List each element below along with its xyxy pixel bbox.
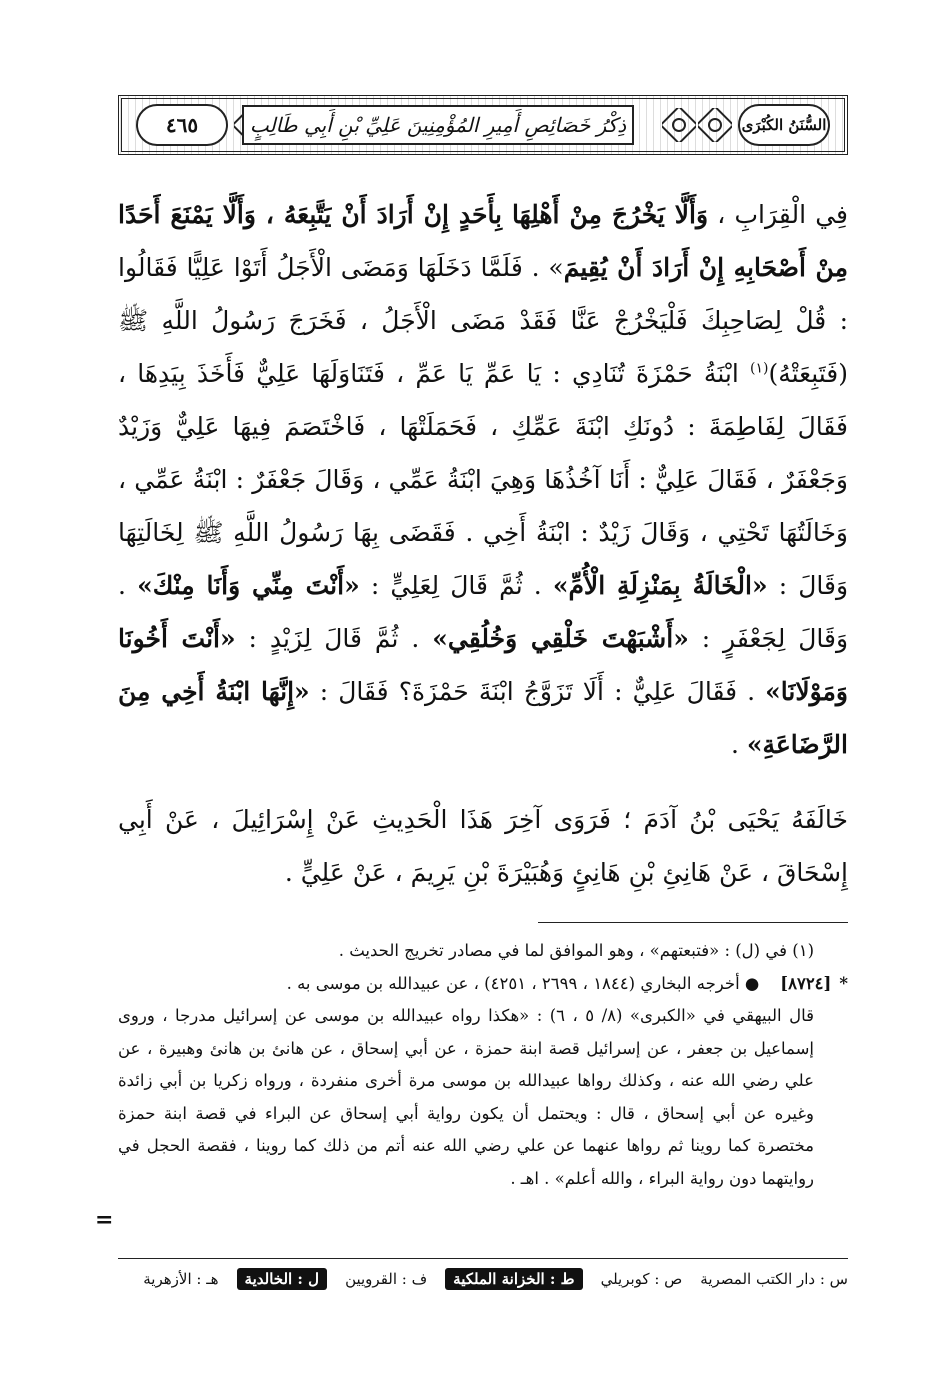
narration-note-paragraph: خَالَفَهُ يَحْيَى بْنُ آدَمَ ؛ فَرَوَى آخِرَ هَذَا الْحَدِيثِ عَنْ إِسْرَائِيلَ ، عَنْ أَبِي إِسْحَاقَ ، عَنْ هَانِئِ بْنِ هَانِئٍ وَهُبَيْرَةَ بْنِ يَرِيمَ ، عَنْ عَلِيٍّ .	[118, 805, 848, 887]
text-run: فِي الْقِرَابِ ،	[708, 200, 848, 229]
page-number-cartouche	[136, 104, 228, 146]
siglum-lam: ل : الخالدية	[237, 1268, 328, 1290]
text-run: .	[730, 730, 747, 759]
text-run: . وَقَالَ لِجَعْفَرٍ :	[118, 571, 849, 653]
knot-ornament-icon	[698, 108, 732, 142]
running-title: ذِكْرُ خَصَائِصِ أَمِيرِ المُؤْمِنِينَ عَلِيِّ بْنِ أَبِي طَالِبٍ	[249, 113, 627, 137]
footnote-divider	[538, 922, 848, 923]
text-run: ابْنَةُ حَمْزَةَ تُنَادِي : يَا عَمِّ يَا عَمِّ ، فَتَنَاوَلَهَا عَلِيٌّ فَأَخَذَ بِيَدِهَا ، فَقَالَ لِفَاطِمَةَ : دُونَكِ ابْنَةَ عَمِّكِ ، فَحَمَلَتْهَا ، فَاخْتَصَمَ فِيهَا عَلِيٌّ وَزَيْدٌ وَجَعْفَرٌ ، فَقَالَ عَلِيٌّ : أَنَا آخُذُهَا وَهِيَ ابْنَةُ عَمِّي ، وَقَالَ جَعْفَرٌ : ابْنَةُ عَمِّي ، وَخَالَتُهَا تَحْتِي ، وَقَالَ زَيْدٌ : ابْنَةُ أَخِي . فَقَضَى بِهَا رَسُولُ اللَّهِ ﷺ لِخَالَتِهَا وَقَالَ :	[118, 359, 849, 600]
main-text	[118, 188, 848, 899]
hadith-takhrij-line	[118, 968, 848, 1001]
sigla-divider	[118, 1258, 848, 1259]
prophetic-saying: «الْخَالَةُ بِمَنْزِلَةِ الْأُمِّ»	[552, 571, 768, 600]
text-run: » . فَلَمَّا دَخَلَهَا وَمَضَى الْأَجَلُ أَتَوْا عَلِيًّا فَقَالُوا : قُلْ لِصَاحِبِكَ فَلْيَخْرُجْ عَنَّا فَقَدْ مَضَى الْأَجَلُ ، فَخَرَجَ رَسُولُ اللَّهِ ﷺ (فَتَبِعَتْهُ)	[118, 253, 848, 388]
siglum-fa: ف : القرويين	[345, 1270, 428, 1288]
continuation-mark: =	[95, 1207, 114, 1233]
running-title-frame	[242, 105, 634, 145]
prophetic-saying: «أَنْتَ مِنِّي وَأَنَا مِنْكَ»	[137, 571, 360, 600]
takhrij-text: ● أخرجه البخاري (١٨٤٤ ، ٢٦٩٩ ، ٤٢٥١) ، عن عبيدالله بن موسى به .	[286, 973, 760, 993]
siglum-ha: هـ : الأزهرية	[143, 1270, 219, 1288]
prophetic-saying: «إِنَّهَا ابْنَةُ أَخِي مِنَ الرَّضَاعَةِ»	[118, 677, 848, 759]
prophetic-saying: وَأَلَّا يَخْرُجَ مِنْ أَهْلِهَا بِأَحَدٍ إِنْ أَرَادَ أَنْ يَتَّبِعَهُ ، وَأَلَّا يَمْنَعَ أَحَدًا مِنْ أَصْحَابِهِ إِنْ أَرَادَ أَنْ يُقِيمَ	[118, 200, 848, 282]
prophetic-saying: «أَنْتَ أَخُونَا وَمَوْلَانَا»	[118, 624, 848, 706]
siglum-sad: ص : كوبريلي	[600, 1270, 683, 1288]
running-header	[118, 95, 848, 155]
prophetic-saying: «أَشْبَهْتَ خَلْقِي وَخُلُقِي»	[432, 624, 689, 653]
hadith-paragraph	[118, 188, 848, 771]
text-run: . ثُمَّ قَالَ لِعَلِيٍّ :	[359, 571, 553, 600]
footnote-1: (١) في (ل) : «فتبعتهم» ، وهو الموافق لما في مصادر تخريج الحديث .	[338, 941, 814, 960]
bayhaqi-commentary: قال البيهقي في «الكبرى» (٨/ ٥ ، ٦) : «هكذا رواه عبيدالله بن موسى عن إسرائيل مدرجا ، وروى إسماعيل بن جعفر ، عن إسرائيل قصة ابنة حمزة ، عن أبي إسحاق ، عن هانئ بن هانئ وهبيرة ، عن علي رضي الله عنه ، وكذلك رواها عبيدالله بن موسى مرة أخرى منفردة ، ورواه زكريا بن أبي زائدة وغيره عن أبي إسحاق ، قال : ويحتمل أن يكون رواية أبي إسحاق عن البراء في قصة ابنة حمزة مختصرة كما روينا ثم رواها عنهما عن علي رضي الله عنه أتم من ذلك كما روينا ، فقصة الحجل في روايتهما دون رواية البراء ، والله أعلم» . اهـ .	[118, 1006, 814, 1188]
star-mark: *	[839, 973, 848, 993]
hadith-number: [٨٧٢٤]	[780, 973, 832, 993]
page-number: ٤٦٥	[165, 113, 199, 137]
manuscript-sigla	[130, 1264, 848, 1294]
book-emblem-text: السُّنَنُ الكُبْرَى	[741, 116, 827, 134]
text-run: . فَقَالَ عَلِيٌّ : أَلَا تَزَوَّجُ ابْنَةَ حَمْزَةَ؟ فَقَالَ :	[309, 677, 766, 706]
siglum-ta: ط : الخزانة الملكية	[445, 1268, 582, 1290]
text-run: . ثُمَّ قَالَ لِزَيْدٍ :	[235, 624, 433, 653]
book-emblem	[738, 104, 830, 146]
siglum-s: س : دار الكتب المصرية	[700, 1270, 848, 1288]
footnotes	[118, 935, 848, 1195]
knot-ornament-icon	[662, 108, 696, 142]
footnote-ref-1[interactable]: (١)	[749, 360, 769, 377]
